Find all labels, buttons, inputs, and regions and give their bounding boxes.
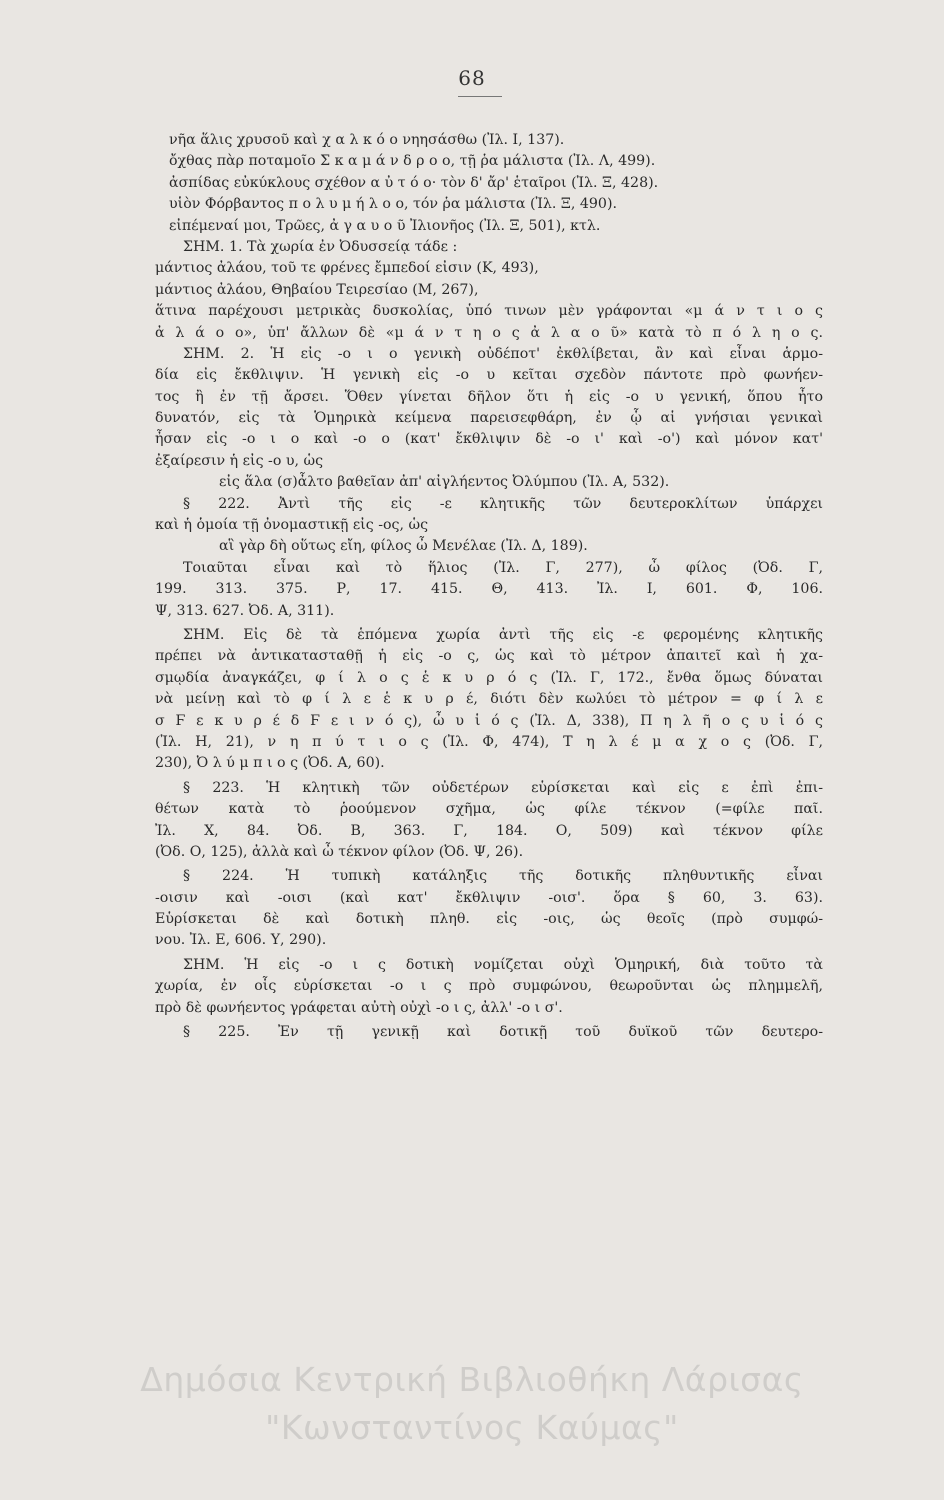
text-line: § 223. Ἡ κλητικὴ τῶν οὐδετέρων εὑρίσκεται καὶ εἰς ε ἐπὶ ἐπι- — [183, 779, 823, 796]
text-line: § 225. Ἐν τῇ γενικῇ καὶ δοτικῇ τοῦ δυϊκοῦ τῶν δευτερο- — [183, 1024, 823, 1041]
text-line: 199. 313. 375. Ρ, 17. 415. Θ, 413. Ἰλ. Ι, 601. Φ, 106. — [155, 581, 823, 598]
text-line: σμῳδία ἀναγκάζει, φ ί λ ο ς ἑ κ υ ρ ό ς (Ἰλ. Γ, 172., ἔνθα ὅμως δύναται — [155, 669, 823, 686]
page-number-rule — [458, 96, 502, 97]
text-line: νὰ μείνῃ καὶ τὸ φ ί λ ε ἑ κ υ ρ έ, διότι δὲν κωλύει τὸ μέτρον = φ ί λ ε — [155, 691, 823, 708]
text-line: ἀ λ ά ο ο», ὑπ' ἄλλων δὲ «μ ά ν τ η ο ς ἀ λ α ο ῦ» κατὰ τὸ π ό λ η ο ς. — [155, 324, 823, 341]
text-line: ΣΗΜ. 1. Τὰ χωρία ἐν Ὀδυσσείᾳ τάδε : — [183, 238, 458, 255]
text-line: πρέπει νὰ ἀντικατασταθῇ ἡ εἰς -ο ς, ὡς καὶ τὸ μέτρον ἀπαιτεῖ καὶ ἡ χα- — [155, 648, 823, 665]
text-line: Ψ, 313. 627. Ὀδ. Α, 311). — [155, 602, 335, 619]
page-number: 68 — [458, 66, 486, 90]
body-text — [155, 130, 823, 1043]
text-line: ΣΗΜ. 2. Ἡ εἰς -ο ι ο γενικὴ οὐδέποτ' ἐκθλίβεται, ἂν καὶ εἶναι ἁρμο- — [183, 345, 823, 362]
text-line: εἰς ἅλα (σ)ἆλτο βαθεῖαν ἀπ' αἰγλήεντος Ὀλύμπου (Ἰλ. Α, 532). — [219, 474, 670, 491]
text-line: μάντιος ἀλάου, Θηβαίου Τειρεσίαο (Μ, 267), — [155, 281, 479, 298]
watermark-line-1: Δημόσια Κεντρική Βιβλιοθήκη Λάρισας — [140, 1360, 804, 1399]
text-line: ὄχθας πὰρ ποταμοῖο Σ κ α μ ά ν δ ρ ο ο, τῇ ῥα μάλιστα (Ἰλ. Λ, 499). — [169, 153, 656, 170]
text-line: νῆα ἅλις χρυσοῦ καὶ χ α λ κ ό ο νηησάσθω (Ἰλ. Ι, 137). — [169, 132, 565, 148]
text-line: (Ὀδ. Ο, 125), ἀλλὰ καὶ ὦ τέκνον φίλον (Ὀδ. Ψ, 26). — [155, 843, 524, 860]
text-line: (Ἰλ. Η, 21), ν η π ύ τ ι ο ς (Ἰλ. Φ, 474), Τ η λ έ μ α χ ο ς (Ὀδ. Γ, — [155, 733, 823, 750]
text-line: εἰπέμεναί μοι, Τρῶες, ἀ γ α υ ο ῦ Ἰλιονῆος (Ἰλ. Ξ, 501), κτλ. — [169, 217, 601, 234]
watermark-line-2: "Κωνσταντίνος Καύμας" — [265, 1408, 679, 1447]
text-line: μάντιος ἀλάου, τοῦ τε φρένες ἔμπεδοί εἰσιν (Κ, 493), — [155, 260, 539, 277]
text-line: ἐξαίρεσιν ἡ εἰς -ο υ, ὡς — [155, 452, 324, 469]
text-line: υἱὸν Φόρβαντος π ο λ υ μ ή λ ο ο, τόν ῥα μάλιστα (Ἰλ. Ξ, 490). — [169, 196, 618, 213]
text-line: σ Ϝ ε κ υ ρ έ δ Ϝ ε ι ν ό ς), ὦ υ ἱ ό ς (Ἰλ. Δ, 338), Π η λ ῆ ο ς υ ἱ ό ς — [155, 712, 823, 729]
text-line: καὶ ἡ ὁμοία τῇ ὀνομαστικῇ εἰς -ος, ὡς — [155, 517, 429, 534]
text-line: πρὸ δὲ φωνήεντος γράφεται αὐτὴ οὐχὶ -ο ι ς, ἀλλ' -ο ι σ'. — [155, 999, 563, 1016]
text-line: θέτων κατὰ τὸ ῥοούμενον σχῆμα, ὡς φίλε τέκνον (=φίλε παῖ. — [155, 801, 823, 818]
text-line: § 222. Ἀντὶ τῆς εἰς -ε κλητικῆς τῶν δευτεροκλίτων ὑπάρχει — [183, 495, 823, 512]
text-line: δυνατόν, εἰς τὰ Ὁμηρικὰ κείμενα παρεισεφθάρη, ἐν ᾧ αἱ γνήσιαι γενικαὶ — [155, 410, 823, 427]
text-line: ἦσαν εἰς -ο ι ο καὶ -ο ο (κατ' ἔκθλιψιν δὲ -ο ι' καὶ -ο') καὶ μόνον κατ' — [155, 431, 823, 448]
text-line: ΣΗΜ. Εἰς δὲ τὰ ἑπόμενα χωρία ἀντὶ τῆς εἰς -ε φερομένης κλητικῆς — [183, 626, 823, 643]
text-line: ἀσπίδας εὐκύκλους σχέθον α ὐ τ ό ο· τὸν δ' ἄρ' ἑταῖροι (Ἰλ. Ξ, 428). — [169, 174, 659, 191]
text-line: 230), Ὀ λ ύ μ π ι ο ς (Ὀδ. Α, 60). — [155, 755, 385, 772]
text-line: νου. Ἰλ. Ε, 606. Υ, 290). — [155, 932, 327, 949]
text-line: χωρία, ἐν οἷς εὑρίσκεται -ο ι ς πρὸ συμφώνου, θεωροῦνται ὡς πλημμελῆ, — [155, 978, 823, 995]
text-line: τος ἢ ἐν τῇ ἄρσει. Ὅθεν γίνεται δῆλον ὅτι ἡ εἰς -ο υ γενική, ὅπου ἦτο — [155, 388, 823, 405]
text-line: § 224. Ἡ τυπικὴ κατάληξις τῆς δοτικῆς πληθυντικῆς εἶναι — [183, 868, 823, 885]
text-line: Εὑρίσκεται δὲ καὶ δοτικὴ πληθ. εἰς -οις, ὡς θεοῖς (πρὸ συμφώ- — [155, 911, 823, 928]
text-line: ΣΗΜ. Ἡ εἰς -ο ι ς δοτικὴ νομίζεται οὐχὶ Ὁμηρική, διὰ τοῦτο τὰ — [183, 956, 823, 973]
text-line: δία εἰς ἔκθλιψιν. Ἡ γενικὴ εἰς -ο υ κεῖται σχεδὸν πάντοτε πρὸ φωνήεν- — [155, 367, 823, 384]
text-line: ἅτινα παρέχουσι μετρικὰς δυσκολίας, ὑπό τινων μὲν γράφονται «μ ά ν τ ι ο ς — [155, 303, 823, 320]
library-watermark — [0, 1356, 944, 1452]
text-line: Τοιαῦται εἶναι καὶ τὸ ἥλιος (Ἰλ. Γ, 277), ὦ φίλος (Ὀδ. Γ, — [183, 559, 823, 576]
text-line: Ἰλ. Χ, 84. Ὀδ. Β, 363. Γ, 184. Ο, 509) καὶ τέκνον φίλε — [155, 822, 823, 839]
text-line: αἳ γὰρ δὴ οὕτως εἴη, φίλος ὦ Μενέλαε (Ἰλ. Δ, 189). — [219, 538, 588, 555]
text-line: -οισιν καὶ -οισι (καὶ κατ' ἔκθλιψιν -οισ'. ὅρα § 60, 3. 63). — [155, 889, 823, 906]
